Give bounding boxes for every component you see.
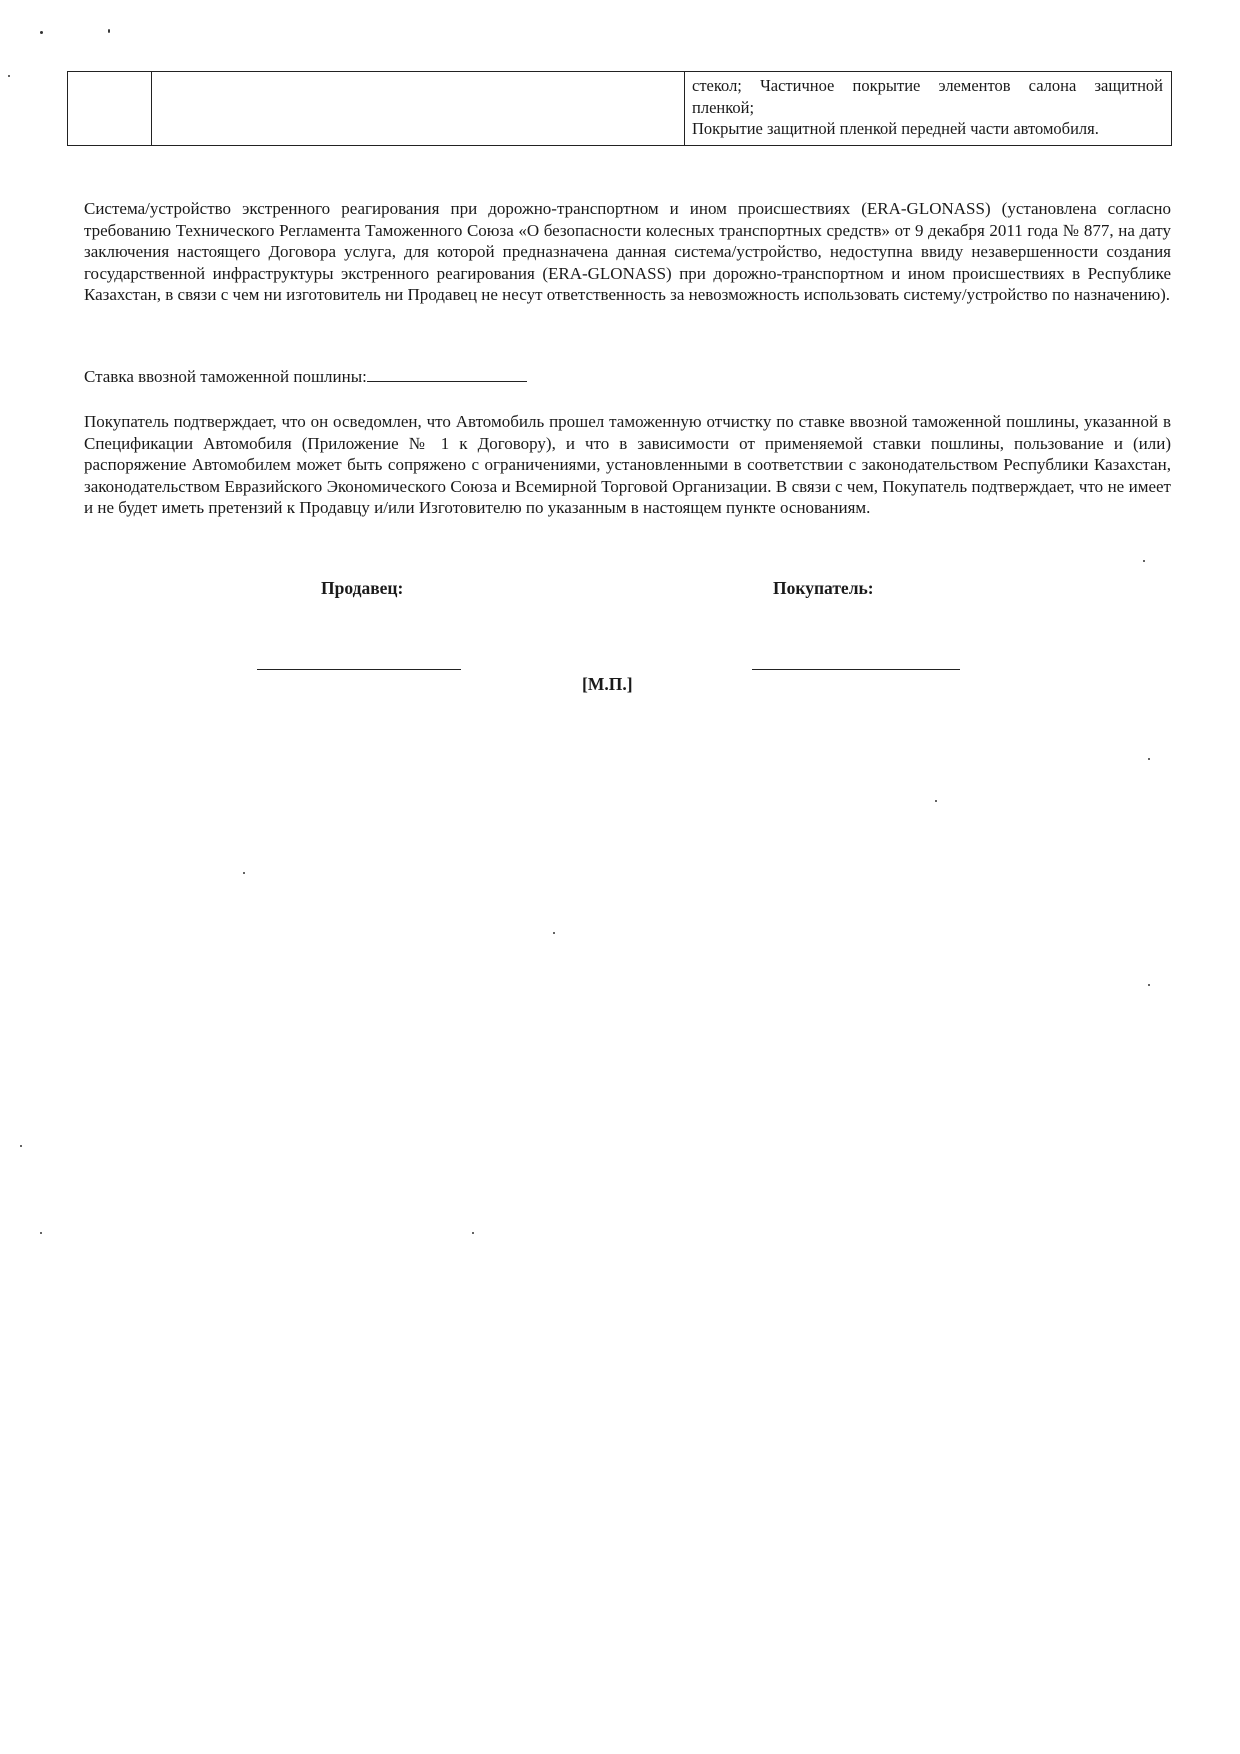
table-fragment [67, 71, 1172, 146]
scan-speck [40, 31, 43, 34]
seller-label: Продавец: [321, 578, 404, 598]
stamp-placeholder: [М.П.] [582, 674, 633, 694]
duty-rate-blank-field [367, 367, 527, 382]
scan-speck [8, 75, 10, 77]
scan-speck [1148, 758, 1150, 760]
scan-speck [108, 29, 110, 33]
buyer-signature-line [752, 669, 960, 670]
table-text-line: пленкой; [692, 97, 755, 117]
duty-rate-line [84, 366, 527, 388]
scan-speck [1148, 984, 1150, 986]
scan-speck [243, 872, 245, 874]
scan-speck [1143, 560, 1145, 562]
table-text-line: Покрытие защитной пленкой передней части автомобиля. [692, 119, 1099, 138]
duty-rate-label: Ставка ввозной таможенной пошлины: [84, 367, 367, 386]
table-text-line: стекол; Частичное покрытие элементов салона защитной [692, 76, 1163, 95]
seller-signature-line [257, 669, 461, 670]
scan-speck [553, 932, 555, 934]
scan-speck [472, 1232, 474, 1234]
table-cell-description [686, 72, 1171, 145]
scan-speck [20, 1145, 22, 1147]
buyer-acknowledgement-paragraph: Покупатель подтверждает, что он осведомлен, что Автомобиль прошел таможенную отчистку по ставке ввозной таможенной пошлины, указанной в Спецификации Автомобиля (Приложение № 1 к Договору), и что в зависимости от применяемой ставки пошлины, пользование и (или) распоряжение Автомобилем может быть сопряжено с ограничениями, установленными в соответствии с законодательством Республики Казахстан, законодательством Евразийского Экономического Союза и Всемирной Торговой Организации. В связи с чем, Покупатель подтверждает, что не имеет и не будет иметь претензий к Продавцу и/или Изготовителю по указанным в настоящем пункте основаниям. [84, 412, 1171, 517]
table-cell-name [152, 72, 685, 145]
scan-speck [935, 800, 937, 802]
scan-speck [40, 1232, 42, 1234]
table-cell-number [68, 72, 152, 145]
era-glonass-paragraph: Система/устройство экстренного реагирования при дорожно-транспортном и ином происшествиях (ERA-GLONASS) (установлена согласно требованию Технического Регламента Таможенного Союза «О безопасности колесных транспортных средств» от 9 декабря 2011 года № 877, на дату заключения настоящего Договора услуга, для которой предназначена данная система/устройство, недоступна ввиду незавершенности создания государственной инфраструктуры экстренного реагирования (ERA-GLONASS) при дорожно-транспортном и ином происшествиях в Республике Казахстан, в связи с чем ни изготовитель ни Продавец не несут ответственность за невозможность использовать систему/устройство по назначению). [84, 199, 1171, 304]
buyer-label: Покупатель: [773, 578, 874, 598]
